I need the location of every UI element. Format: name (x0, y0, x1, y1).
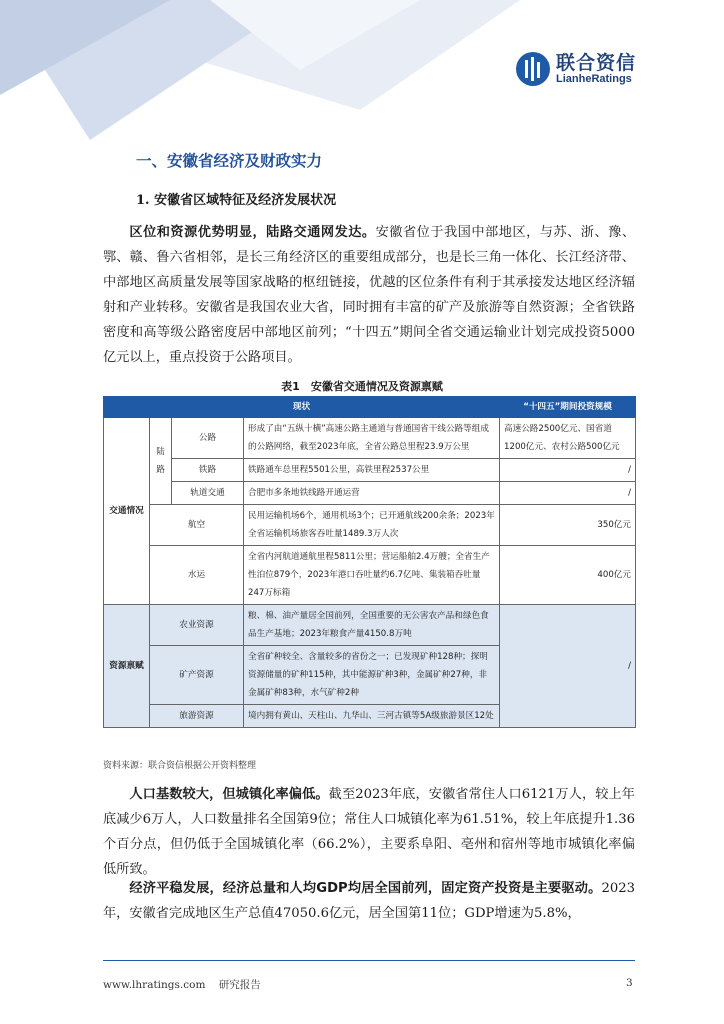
row-desc-metro: 合肥市多条地铁线路开通运营 (244, 482, 500, 505)
paragraph-location (103, 220, 635, 370)
row-desc-rail: 铁路通车总里程5501公里，高铁里程2537公里 (244, 459, 500, 482)
subsection-title: 1. 安徽省区域特征及经济发展状况 (136, 193, 337, 208)
category-transport: 交通情况 (104, 418, 150, 605)
row-name-rail: 铁路 (172, 459, 244, 482)
brand-logo (516, 52, 636, 86)
row-desc-water: 全省内河航道通航里程5811公里；营运船舶2.4万艘；全省生产性泊位879个，2023年港口吞吐量约6.7亿吨、集装箱吞吐量247万标箱 (244, 546, 500, 605)
paragraph-body: 安徽省位于我国中部地区，与苏、浙、豫、鄂、赣、鲁六省相邻，是长三角经济区的重要组成部分，也是长三角一体化、长江经济带、中部地区高质量发展等国家战略的枢纽链接，优越的区位条件有利于其承接发达地区经济辐射和产业转移。安徽省是我国农业大省，同时拥有丰富的矿产及旅游等自然资源；全省铁路密度和高等级公路密度居中部地区前列；“十四五”期间全省交通运输业计划完成投资5000亿元以上，重点投资于公路项目。 (103, 225, 636, 365)
paragraph-body: 截至2023年底，安徽省常住人口6121万人，较上年底减少6万人，人口数量排名全国第9位；常住人口城镇化率为61.51%，较上年底提升1.36个百分点，但仍低于全国城镇化率（66.2%），主要系阜阳、亳州和宿州等地市城镇化率偏低所致。 (103, 787, 635, 877)
table-source: 资料来源：联合资信根据公开资料整理 (103, 761, 257, 771)
row-plan-metro: / (500, 482, 636, 505)
footer-left (103, 977, 261, 992)
paragraph-economy (103, 876, 635, 926)
paragraph-lead: 经济平稳发展，经济总量和人均GDP均居全国前列，固定资产投资是主要驱动。 (129, 881, 602, 896)
header-status: 现状 (104, 397, 500, 418)
page-number: 3 (626, 977, 633, 989)
footer-doc-type: 研究报告 (218, 979, 261, 991)
row-name-tourism: 旅游资源 (150, 705, 244, 728)
lianhe-logo-icon (516, 52, 550, 86)
row-plan-air: 350亿元 (500, 505, 636, 546)
row-plan-road: 高速公路2500亿元、国省道1200亿元、农村公路500亿元 (500, 418, 636, 459)
category-resources: 资源禀赋 (104, 605, 150, 728)
footer-site[interactable]: www.lhratings.com (103, 979, 206, 991)
resources-plan: / (500, 605, 636, 728)
section-title: 一、安徽省经济及财政实力 (136, 152, 323, 170)
row-name-agri: 农业资源 (150, 605, 244, 646)
row-name-mineral: 矿产资源 (150, 646, 244, 705)
row-desc-agri: 粮、棉、油产量居全国前列，全国重要的无公害农产品和绿色食品生产基地；2023年粮食产量4150.8万吨 (244, 605, 500, 646)
transport-resource-table (103, 396, 636, 728)
paragraph-lead: 人口基数较大，但城镇化率偏低。 (129, 787, 329, 802)
brand-name-cn: 联合资信 (556, 52, 637, 74)
row-desc-road: 形成了由“五纵十横”高速公路主通道与普通国省干线公路等组成的公路网络，截至2023年底，全省公路总里程23.9万公里 (244, 418, 500, 459)
row-desc-mineral: 全省矿种较全、含量较多的省份之一；已发现矿种128种；探明资源储量的矿种115种，其中能源矿种3种，金属矿种27种，非金属矿种83种，水气矿种2种 (244, 646, 500, 705)
row-plan-water: 400亿元 (500, 546, 636, 605)
paragraph-population (103, 782, 635, 882)
row-name-road: 公路 (172, 418, 244, 459)
brand-name-en: LianheRatings (556, 73, 632, 85)
row-desc-tourism: 境内拥有黄山、天柱山、九华山、三河古镇等5A级旅游景区12处 (244, 705, 500, 728)
paragraph-lead: 区位和资源优势明显，陆路交通网发达。 (129, 225, 376, 240)
footer-divider (103, 960, 635, 961)
land-label: 陆路 (150, 418, 172, 505)
row-name-water: 水运 (150, 546, 244, 605)
row-name-metro: 轨道交通 (172, 482, 244, 505)
table-caption: 表1 安徽省交通情况及资源禀赋 (281, 380, 443, 393)
row-plan-rail: / (500, 459, 636, 482)
paragraph-body: 2023年，安徽省完成地区生产总值47050.6亿元，居全国第11位；GDP增速为5.8%， (103, 881, 635, 921)
row-desc-air: 民用运输机场6个，通用机场3个；已开通航线200余条；2023年全省运输机场旅客吞吐量1489.3万人次 (244, 505, 500, 546)
header-decoration (0, 0, 520, 140)
row-name-air: 航空 (150, 505, 244, 546)
header-plan: “十四五”期间投资规模 (500, 397, 636, 418)
